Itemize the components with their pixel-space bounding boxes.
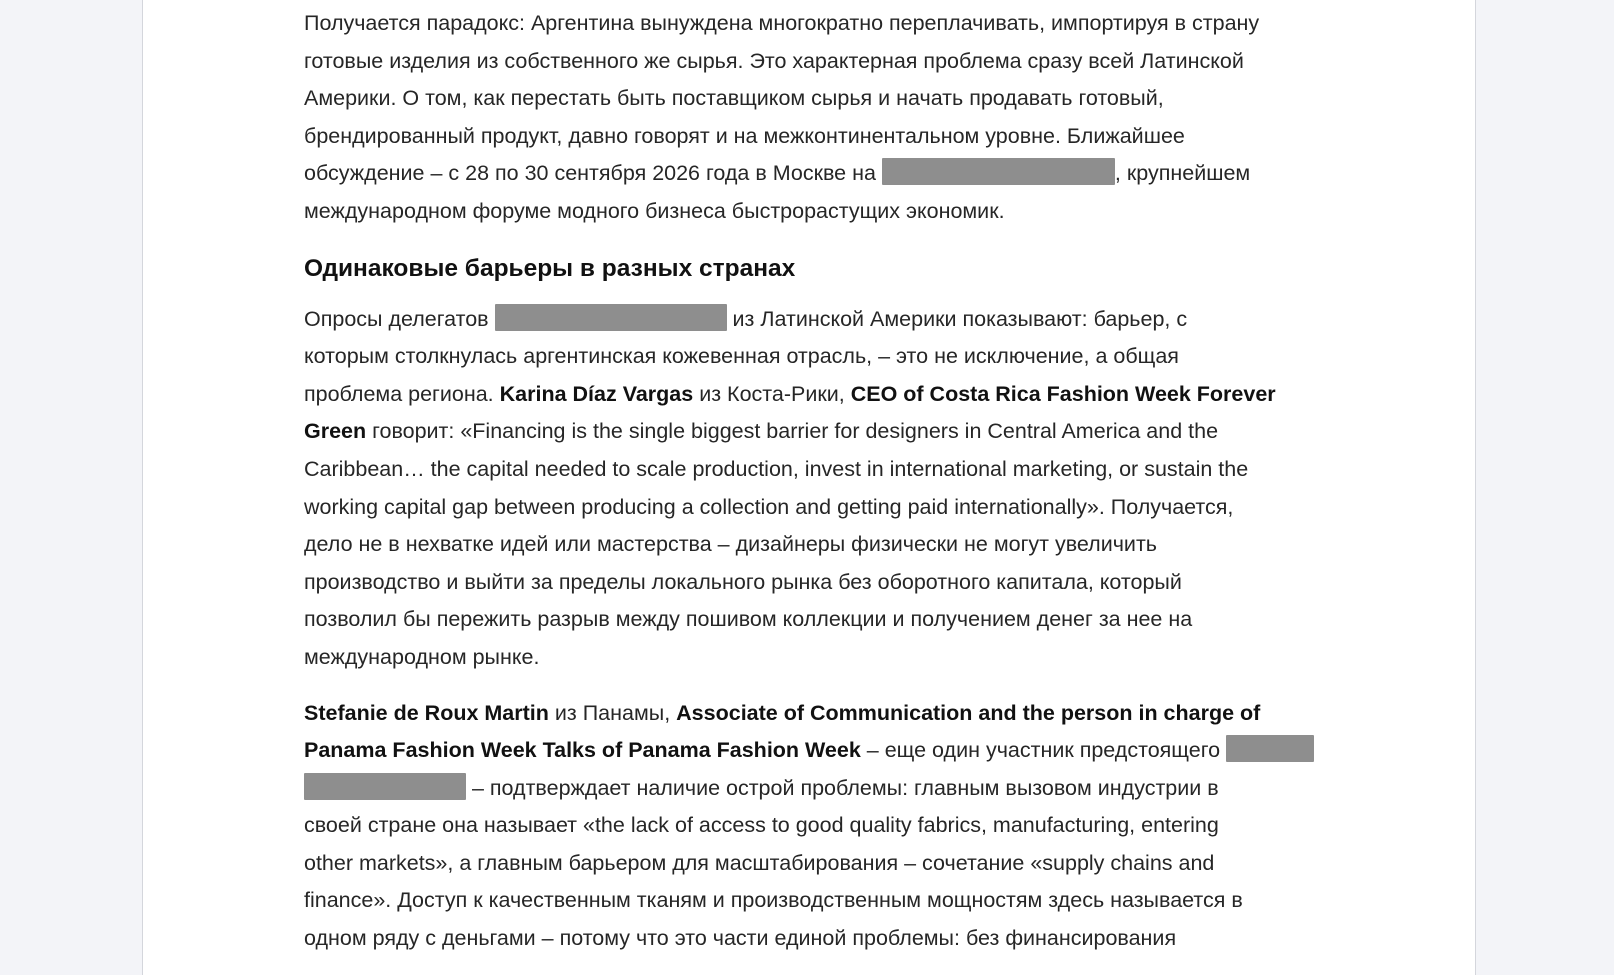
text-line: своей стране она называет «the lack of access to good quality fabrics, manufacturing, entering [304,813,1219,838]
text-line: working capital gap between producing a collection and getting paid internationally». Получается, [304,494,1234,519]
paragraph-1 [304,5,1324,231]
spacer [304,231,1324,253]
text-segment: говорит: «Financing is the single biggest barrier for designers in Central America and the [366,419,1219,444]
text-line: международном форуме модного бизнеса быстрорастущих экономик. [304,198,1005,223]
person-title: Panama Fashion Week Talks of Panama Fashion Week [304,738,861,763]
text-segment: из Панамы, [548,700,677,725]
paragraph-2 [304,301,1324,677]
text-segment: из Латинской Америки показывают: барьер, с [726,306,1188,331]
text-line: брендированный продукт, давно говорят и на межконтинентальном уровне. Ближайшее [304,123,1185,148]
text-line: международном рынке. [304,644,540,669]
redacted-block [1226,735,1314,762]
text-line [304,155,1324,193]
text-line: одном ряду с деньгами – потому что это части единой проблемы: без финансирования [304,926,1177,951]
person-name: Karina Díaz Vargas [499,381,694,406]
text-line: которым столкнулась аргентинская кожевенная отрасль, – это не исключение, а общая [304,344,1179,369]
text-line [304,301,1324,339]
text-line [304,732,1324,770]
redacted-block [882,158,1115,185]
document-body [304,5,1324,958]
text-line: Получается парадокс: Аргентина вынуждена многократно переплачивать, импортируя в страну [304,11,1260,35]
text-line: готовые изделия из собственного же сырья. Это характерная проблема сразу всей Латинской [304,48,1244,73]
text-segment: из Коста-Рики, [693,381,851,406]
text-line [304,695,1324,733]
person-title: CEO of Costa Rica Fashion Week Forever [850,381,1276,406]
text-segment: – еще один участник предстоящего [860,738,1226,763]
text-line [304,770,1324,808]
text-segment: обсуждение – с 28 по 30 сентября 2026 года в Москве на [304,161,882,186]
paragraph-3 [304,695,1324,958]
redacted-block [495,304,727,331]
document-page [142,0,1476,975]
person-name: Stefanie de Roux Martin [304,700,549,725]
person-title: Associate of Communication and the person in charge of [676,700,1261,725]
redacted-block [304,773,466,800]
text-line: other markets», а главным барьером для масштабирования – сочетание «supply chains and [304,850,1215,875]
text-line [304,413,1324,451]
person-title: Green [304,419,367,444]
text-segment: Опросы делегатов [304,306,495,331]
text-line: Caribbean… the capital needed to scale production, invest in international marketing, or sustain the [304,456,1249,481]
text-line: finance». Доступ к качественным тканям и производственным мощностям здесь называется в [304,888,1243,913]
text-line: позволил бы пережить разрыв между пошивом коллекции и получением денег за нее на [304,607,1193,632]
section-heading: Одинаковые барьеры в разных странах [304,254,796,282]
text-line: производство и выйти за пределы локального рынка без оборотного капитала, который [304,569,1182,594]
spacer [304,677,1324,695]
text-segment: – подтверждает наличие острой проблемы: главным вызовом индустрии в [471,775,1219,800]
text-segment: проблема региона. [304,381,500,406]
text-line: дело не в нехватке идей или мастерства – дизайнеры физически не могут увеличить [304,532,1157,557]
text-segment: , крупнейшем [1114,161,1251,186]
text-line [304,376,1324,414]
text-line: Америки. О том, как перестать быть поставщиком сырья и начать продавать готовый, [304,86,1164,111]
